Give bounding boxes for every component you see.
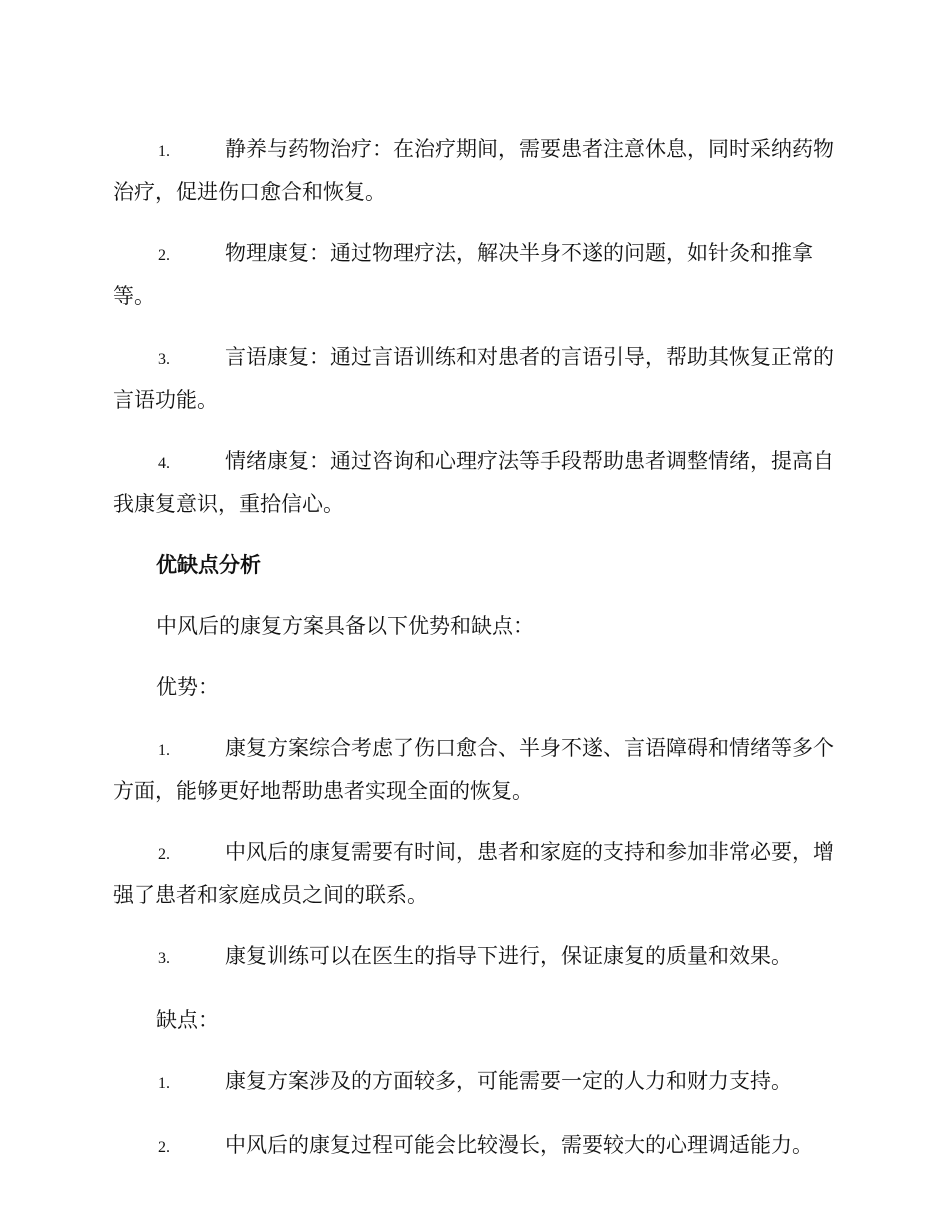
- list-text: 物理康复：通过物理疗法，解决半身不遂的问题，如针灸和推拿等。: [113, 241, 813, 308]
- list-item: [113, 1125, 838, 1168]
- list-number: 2.: [158, 1139, 170, 1156]
- list-item: [113, 129, 838, 212]
- list-text: 情绪康复：通过咨询和心理疗法等手段帮助患者调整情绪，提高自我康复意识，重拾信心。: [113, 449, 834, 516]
- list-text: 静养与药物治疗：在治疗期间，需要患者注意休息，同时采纳药物治疗，促进伤口愈合和恢复。: [113, 137, 834, 204]
- list-number: 4.: [158, 455, 170, 472]
- list-text: 康复训练可以在医生的指导下进行，保证康复的质量和效果。: [225, 944, 792, 968]
- list-number: 2.: [158, 846, 170, 863]
- intro-paragraph: 中风后的康复方案具备以下优势和缺点：: [156, 614, 534, 638]
- list-text: 言语康复：通过言语训练和对患者的言语引导，帮助其恢复正常的言语功能。: [113, 345, 834, 412]
- list-text: 康复方案涉及的方面较多，可能需要一定的人力和财力支持。: [225, 1069, 792, 1093]
- list-number: 2.: [158, 247, 170, 264]
- section-heading: 优缺点分析: [156, 553, 261, 577]
- list-number: 1.: [158, 143, 170, 160]
- list-text: 中风后的康复需要有时间，患者和家庭的支持和参加非常必要，增强了患者和家庭成员之间的联系。: [113, 840, 834, 907]
- list-text: 中风后的康复过程可能会比较漫长，需要较大的心理调适能力。: [225, 1133, 813, 1157]
- list-item: [113, 936, 838, 979]
- list-item: [113, 1061, 838, 1104]
- disadvantages-list: [113, 1061, 838, 1168]
- list-number: 3.: [158, 351, 170, 368]
- treatment-list: [113, 129, 838, 524]
- list-number: 1.: [158, 742, 170, 759]
- list-number: 1.: [158, 1075, 170, 1092]
- list-item: [113, 728, 838, 811]
- advantages-label: 优势：: [156, 675, 219, 699]
- list-item: [113, 441, 838, 524]
- advantages-list: [113, 728, 838, 979]
- list-item: [113, 337, 838, 420]
- list-item: [113, 832, 838, 915]
- document-content: [113, 108, 838, 1183]
- list-number: 3.: [158, 950, 170, 967]
- disadvantages-label: 缺点：: [156, 1008, 219, 1032]
- list-item: [113, 233, 838, 316]
- list-text: 康复方案综合考虑了伤口愈合、半身不遂、言语障碍和情绪等多个方面，能够更好地帮助患者实现全面的恢复。: [113, 736, 834, 803]
